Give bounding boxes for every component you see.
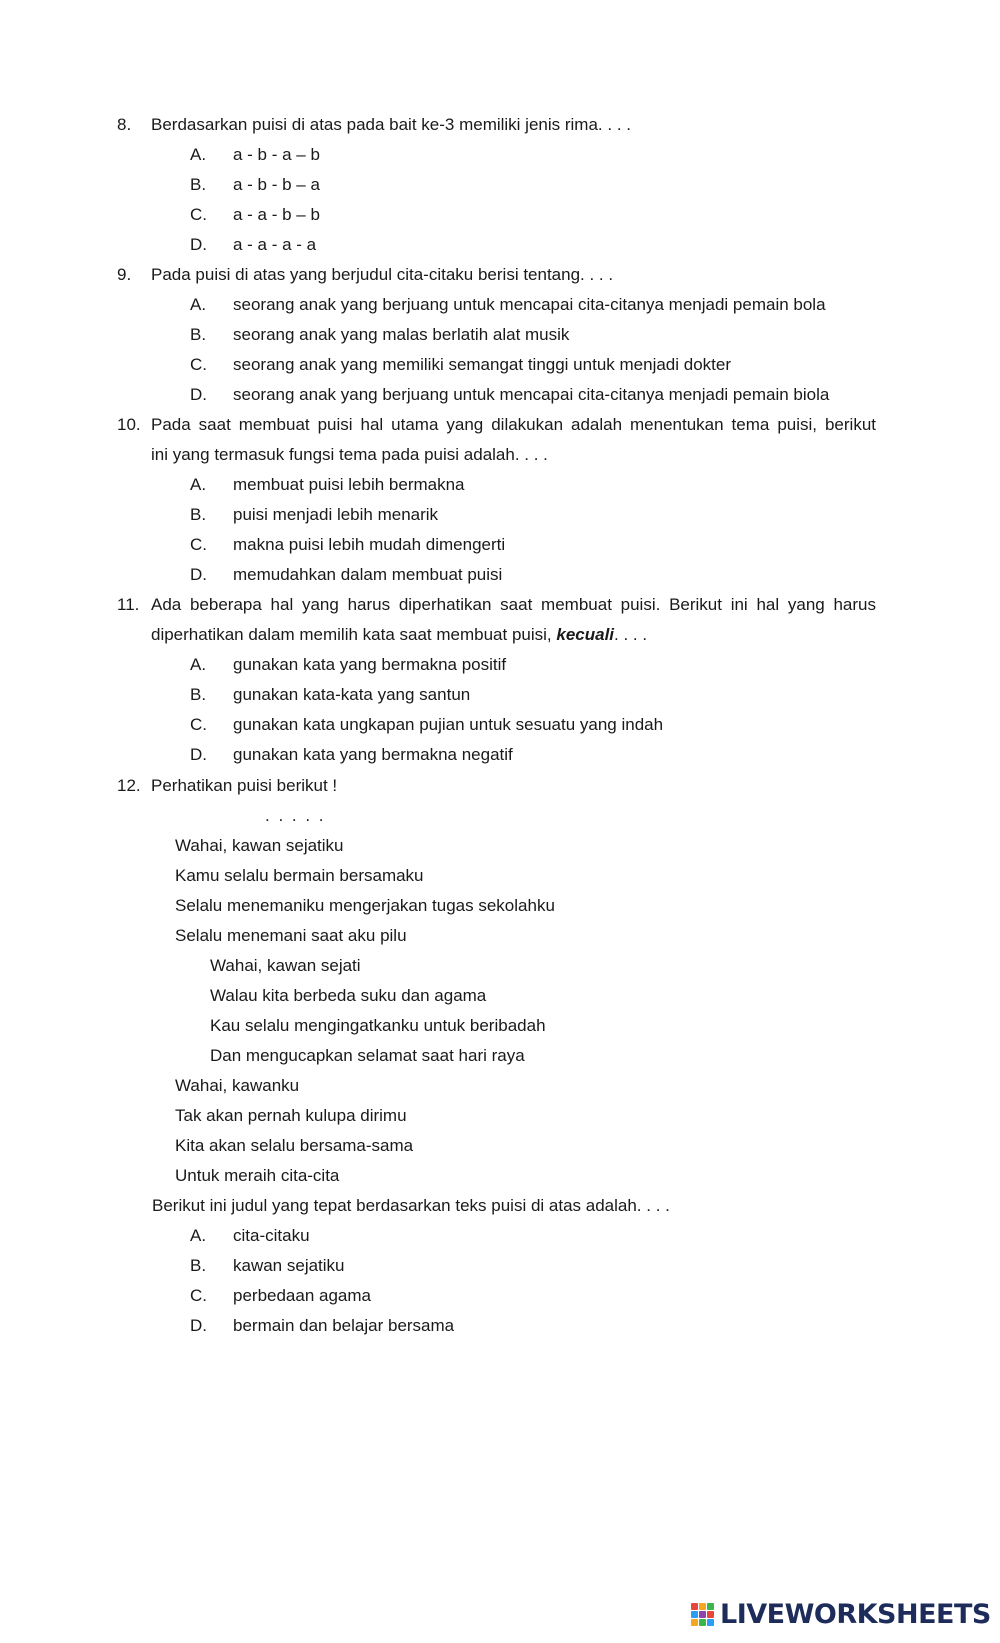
logo-cell — [691, 1619, 698, 1626]
poem-line: Selalu menemaniku mengerjakan tugas sekolahku — [175, 896, 555, 915]
q12-option-c-text: perbedaan agama — [233, 1286, 372, 1305]
logo-cell — [699, 1603, 706, 1610]
poem-line: Kita akan selalu bersama-sama — [175, 1136, 414, 1155]
poem-line: Untuk meraih cita-cita — [175, 1166, 340, 1185]
q10-text-line2: ini yang termasuk fungsi tema pada puisi adalah. . . . — [151, 445, 548, 464]
q10-number: 10. — [117, 415, 141, 434]
q8-option-d-label: D. — [190, 235, 207, 254]
q12-option-b-text: kawan sejatiku — [233, 1256, 345, 1275]
q8-option-b-text: a - b - b – a — [233, 175, 320, 194]
logo-text: LIVEWORKSHEETS — [720, 1598, 991, 1630]
q11-text-line1: Ada beberapa hal yang harus diperhatikan saat membuat puisi. Berikut ini hal yang harus — [151, 595, 876, 614]
q9-option-d-text: seorang anak yang berjuang untuk mencapai cita-citanya menjadi pemain biola — [233, 385, 830, 404]
q11-option-a-text: gunakan kata yang bermakna positif — [233, 655, 507, 674]
q11-number: 11. — [117, 595, 140, 614]
q10-text-line1: Pada saat membuat puisi hal utama yang dilakukan adalah menentukan tema puisi, berikut — [151, 415, 876, 434]
q10-option-d-text: memudahkan dalam membuat puisi — [233, 565, 503, 584]
q11-text-line2-end: . . . . — [614, 625, 648, 644]
q9-text: Pada puisi di atas yang berjudul cita-citaku berisi tentang. . . . — [151, 265, 614, 284]
q8-text: Berdasarkan puisi di atas pada bait ke-3 memiliki jenis rima. . . . — [151, 115, 631, 134]
poem-title-placeholder: . . . . . — [265, 806, 326, 825]
q9-option-b-label: B. — [190, 325, 207, 344]
q12-option-a-label: A. — [190, 1226, 207, 1245]
q9-option-a-label: A. — [190, 295, 207, 314]
q12-stem: Berikut ini judul yang tepat berdasarkan teks puisi di atas adalah. . . . — [152, 1196, 670, 1215]
poem-line: Kau selalu mengingatkanku untuk beribadah — [210, 1016, 546, 1035]
q12-option-d-text: bermain dan belajar bersama — [233, 1316, 455, 1335]
q8-option-c-label: C. — [190, 205, 207, 224]
q9-option-a-text: seorang anak yang berjuang untuk mencapai cita-citanya menjadi pemain bola — [233, 295, 826, 314]
q12-option-b-label: B. — [190, 1256, 207, 1275]
q12-option-d-label: D. — [190, 1316, 207, 1335]
q12-option-a-text: cita-citaku — [233, 1226, 310, 1245]
q10-option-b-label: B. — [190, 505, 207, 524]
q12-text: Perhatikan puisi berikut ! — [151, 776, 338, 795]
logo-cell — [691, 1603, 698, 1610]
q9-option-b-text: seorang anak yang malas berlatih alat musik — [233, 325, 570, 344]
logo-cell — [707, 1603, 714, 1610]
q11-option-b-text: gunakan kata-kata yang santun — [233, 685, 471, 704]
q11-option-d-text: gunakan kata yang bermakna negatif — [233, 745, 513, 764]
q11-option-d-label: D. — [190, 745, 207, 764]
q10-option-b-text: puisi menjadi lebih menarik — [233, 505, 439, 524]
logo-grid-icon — [691, 1603, 714, 1626]
q9-option-c-text: seorang anak yang memiliki semangat tinggi untuk menjadi dokter — [233, 355, 731, 374]
q9-option-d-label: D. — [190, 385, 207, 404]
logo-cell — [699, 1619, 706, 1626]
q10-option-d-label: D. — [190, 565, 207, 584]
q8-option-d-text: a - a - a - a — [233, 235, 317, 254]
q10-option-c-label: C. — [190, 535, 207, 554]
poem-line: Wahai, kawanku — [175, 1076, 300, 1095]
q12-number: 12. — [117, 776, 141, 795]
logo-cell — [707, 1619, 714, 1626]
poem-line: Selalu menemani saat aku pilu — [175, 926, 407, 945]
q8-option-c-text: a - a - b – b — [233, 205, 320, 224]
q11-option-b-label: B. — [190, 685, 207, 704]
poem-line: Kamu selalu bermain bersamaku — [175, 866, 424, 885]
logo-cell — [699, 1611, 706, 1618]
q11-option-c-text: gunakan kata ungkapan pujian untuk sesuatu yang indah — [233, 715, 664, 734]
q8-option-a-text: a - b - a – b — [233, 145, 320, 164]
poem-line: Tak akan pernah kulupa dirimu — [175, 1106, 407, 1125]
q9-number: 9. — [117, 265, 132, 284]
poem-line: Dan mengucapkan selamat saat hari raya — [210, 1046, 525, 1065]
q8-number: 8. — [117, 115, 132, 134]
q10-option-a-text: membuat puisi lebih bermakna — [233, 475, 465, 494]
q10-option-a-label: A. — [190, 475, 207, 494]
q9-option-c-label: C. — [190, 355, 207, 374]
q10-option-c-text: makna puisi lebih mudah dimengerti — [233, 535, 506, 554]
q12-option-c-label: C. — [190, 1286, 207, 1305]
liveworksheets-logo — [691, 1598, 991, 1630]
poem-line: Wahai, kawan sejati — [210, 956, 361, 975]
q8-option-a-label: A. — [190, 145, 207, 164]
logo-cell — [691, 1611, 698, 1618]
logo-cell — [707, 1611, 714, 1618]
q8-option-b-label: B. — [190, 175, 207, 194]
q11-option-c-label: C. — [190, 715, 207, 734]
q11-text-line2-start: diperhatikan dalam memilih kata saat membuat puisi, — [151, 625, 552, 644]
poem-line: Wahai, kawan sejatiku — [175, 836, 344, 855]
poem-line: Walau kita berbeda suku dan agama — [210, 986, 487, 1005]
q11-text-line2 — [151, 624, 647, 646]
q11-option-a-label: A. — [190, 655, 207, 674]
q11-emphasis-kecuali: kecuali — [556, 625, 615, 644]
